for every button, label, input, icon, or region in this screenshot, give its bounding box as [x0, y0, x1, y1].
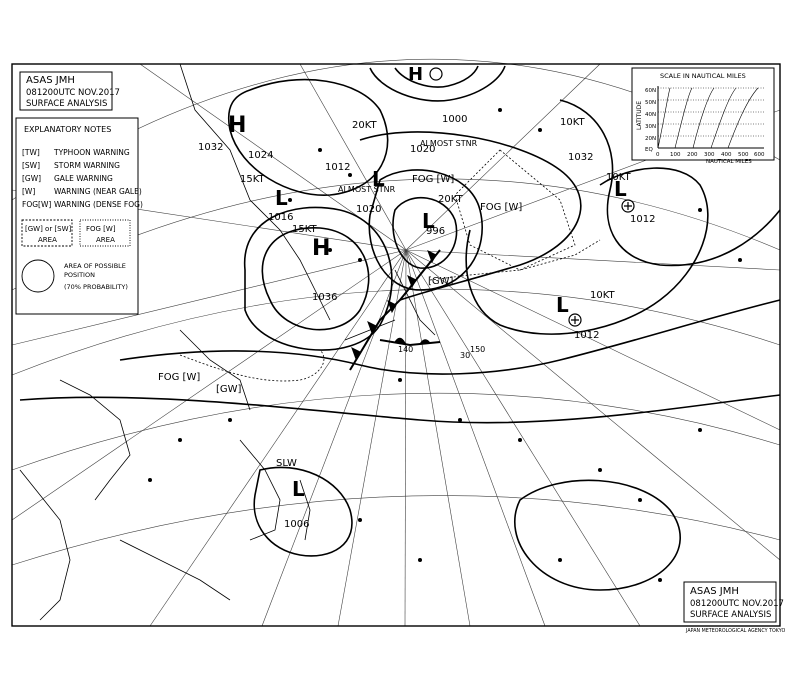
scale-x-label: 200	[687, 152, 698, 158]
legend-area-box-top: [GW] or [SW]	[25, 225, 72, 233]
speed-label: 15KT	[240, 174, 265, 185]
legend-code: [SW]	[22, 161, 41, 170]
slow-label: SLW	[276, 458, 297, 469]
legend-box	[16, 118, 143, 314]
motion-label: ALMOST STNR	[420, 139, 478, 148]
legend-text: GALE WARNING	[54, 174, 113, 183]
low-pressure-label: 1012	[630, 214, 656, 225]
legend-code: FOG[W]	[22, 200, 52, 209]
header-type: SURFACE ANALYSIS	[26, 99, 108, 109]
scale-x-label: 300	[704, 152, 715, 158]
high-marker: H	[312, 236, 331, 261]
scale-lat-label: 60N	[645, 88, 657, 94]
longitude-label: 150	[470, 345, 486, 354]
latitude-label: 30	[460, 351, 471, 360]
speed-label: 15KT	[292, 224, 317, 235]
legend-text: TYPHOON WARNING	[54, 148, 130, 157]
scale-title: SCALE IN NAUTICAL MILES	[660, 72, 746, 80]
high-marker: H	[228, 113, 247, 138]
footer-type: SURFACE ANALYSIS	[690, 610, 772, 620]
speed-label: 20KT	[352, 120, 377, 131]
footer-datetime: 081200UTC NOV.2017	[690, 599, 784, 609]
legend-code: [W]	[22, 187, 36, 196]
header-box	[20, 72, 120, 110]
low-pressure-label: 1006	[284, 519, 310, 530]
low-marker: L	[275, 186, 288, 210]
legend-circle-note: POSITION	[64, 271, 95, 279]
isobar-label: 1024	[248, 150, 274, 161]
legend-area-box-bottom: AREA	[38, 236, 57, 244]
legend-circle-note: (70% PROBABILITY)	[64, 283, 128, 291]
scale-lat-label: EQ	[645, 147, 653, 153]
gale-warning-label: [GW]	[428, 276, 454, 287]
high-pressure-label: 1032	[198, 142, 224, 153]
footer-title: ASAS JMH	[690, 586, 739, 597]
speed-label: 10KT	[560, 117, 585, 128]
motion-label: ALMOST STNR	[338, 185, 396, 194]
speed-label: 10KT	[606, 172, 631, 183]
legend-title: EXPLANATORY NOTES	[24, 125, 112, 134]
isobar-label: 1016	[268, 212, 294, 223]
scale-box	[632, 68, 774, 165]
legend-fog-box-top: FOG [W]	[86, 225, 116, 233]
isobar-label: 1020	[410, 144, 436, 155]
isobar-label: 1020	[356, 204, 382, 215]
isobar	[20, 395, 780, 423]
low-pressure-label: 1012	[574, 330, 600, 341]
high-marker: H	[408, 64, 424, 85]
isobar-label: 1032	[568, 152, 594, 163]
header-title: ASAS JMH	[26, 75, 75, 86]
scale-lat-label: 20N	[645, 136, 657, 142]
scale-x-label: 600	[754, 152, 765, 158]
low-pressure-label: 996	[426, 226, 446, 237]
legend-code: [TW]	[22, 148, 40, 157]
isobar	[466, 168, 708, 334]
low-marker: L	[422, 209, 435, 233]
scale-lat-label: 40N	[645, 112, 657, 118]
longitude-label: 140	[398, 345, 414, 354]
legend-fog-box-bottom: AREA	[96, 236, 115, 244]
legend-text: WARNING (NEAR GALE)	[54, 187, 142, 196]
isobar	[120, 300, 780, 374]
isobar	[370, 66, 505, 101]
scale-lat-label: 50N	[645, 100, 657, 106]
legend-circle-note: AREA OF POSSIBLE	[64, 262, 126, 270]
fog-warning-label: FOG [W]	[480, 202, 523, 213]
scale-x-label: 0	[656, 152, 660, 158]
fog-warning-label: FOG [W]	[412, 174, 455, 185]
legend-text: WARNING (DENSE FOG)	[54, 200, 143, 209]
scale-ylabel: LATITUDE	[636, 100, 643, 130]
scale-x-label: 100	[670, 152, 681, 158]
low-marker: L	[556, 293, 569, 317]
speed-label: 20KT	[438, 194, 463, 205]
speed-label: 10KT	[590, 290, 615, 301]
legend-text: STORM WARNING	[54, 161, 120, 170]
low-marker: L	[372, 167, 385, 191]
high-pressure-label: 1036	[312, 292, 338, 303]
header-datetime: 081200UTC NOV.2017	[26, 88, 120, 98]
isobar-label: 1000	[442, 114, 468, 125]
low-marker: L	[292, 477, 305, 501]
scale-x-label: 500	[738, 152, 749, 158]
footer-agency: JAPAN METEOROLOGICAL AGENCY TOKYO	[686, 629, 786, 634]
fog-warning-label: FOG [W]	[158, 372, 201, 383]
legend-code: [GW]	[22, 174, 42, 183]
gale-warning-label: [GW]	[216, 384, 242, 395]
isobar	[515, 480, 680, 590]
scale-x-label: 400	[721, 152, 732, 158]
scale-xlabel: NAUTICAL MILES	[706, 159, 752, 165]
low-marker: L	[614, 177, 627, 201]
scale-lat-label: 30N	[645, 124, 657, 130]
isobar-label: 1012	[325, 162, 351, 173]
